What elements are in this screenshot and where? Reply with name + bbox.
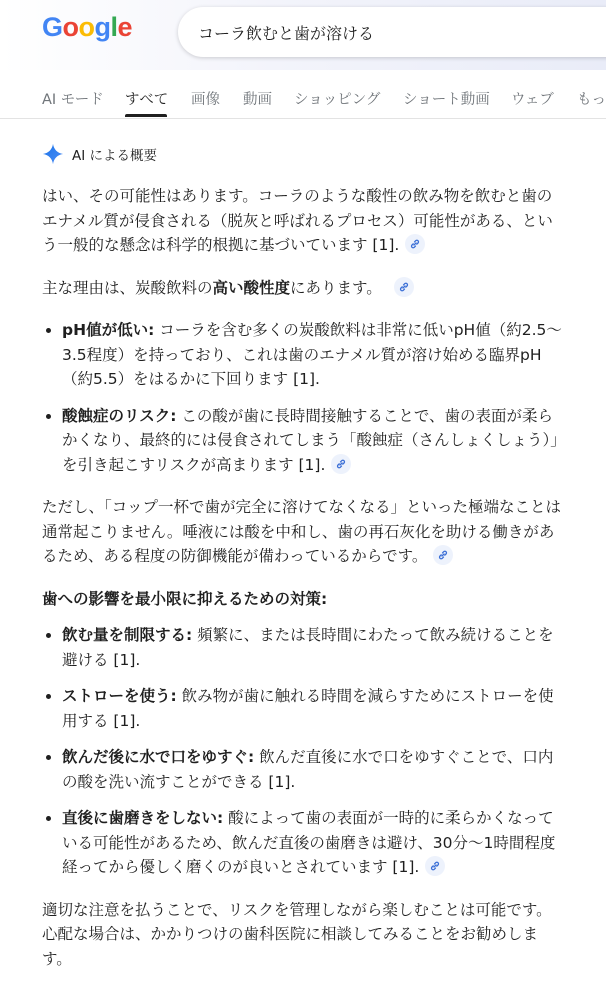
tab-ai-mode[interactable]: AI モード <box>42 92 104 108</box>
link-icon[interactable] <box>433 545 453 565</box>
active-tab-indicator <box>125 114 167 117</box>
header <box>0 0 606 70</box>
list-item: • pH値が低い: コーラを含む多くの炭酸飲料は非常に低いpH値（約2.5〜3.5程度）を持っており、これは歯のエナメル質が溶け始める臨界pH（約5.5）をはるかに下回ります [1]. <box>62 318 562 392</box>
tab-all[interactable]: すべて <box>125 92 169 108</box>
link-icon[interactable] <box>405 234 425 254</box>
link-icon[interactable] <box>425 856 445 876</box>
ai-sparkle-icon <box>42 143 64 165</box>
search-box[interactable] <box>178 7 606 57</box>
list-item: • 飲んだ後に水で口をゆすぐ: 飲んだ直後に水で口をゆすぐことで、口内の酸を洗い流すことができる [1]. <box>62 745 562 794</box>
reason-list <box>42 318 562 477</box>
tab-videos[interactable]: 動画 <box>243 92 272 108</box>
ai-overview-content <box>42 184 562 989</box>
paragraph-conclusion: 適切な注意を払うことで、リスクを管理しながら楽しむことは可能です。心配な場合は、かかりつけの歯科医院に相談してみることをお勧めします。 <box>42 900 552 968</box>
tab-web[interactable]: ウェブ <box>511 92 554 108</box>
tab-images[interactable]: 画像 <box>191 92 220 108</box>
section-title: 歯への影響を最小限に抑えるための対策: <box>42 589 328 608</box>
tab-more[interactable]: もっ <box>577 92 606 108</box>
paragraph-intro: はい、その可能性はあります。コーラのような酸性の飲み物を飲むと歯のエナメル質が侵食される（脱灰と呼ばれるプロセス）可能性がある、という一般的な懸念は科学的根拠に基づいています [1]. <box>42 187 553 254</box>
measures-list <box>42 623 562 880</box>
tab-shopping[interactable]: ショッピング <box>294 92 381 108</box>
paragraph-main-reason: 主な理由は、炭酸飲料の高い酸性度にあります。 <box>42 276 562 301</box>
paragraph-however: ただし、「コップ一杯で歯が完全に溶けてなくなる」といった極端なことは通常起こりません。唾液には酸を中和し、歯の再石灰化を助ける働きがあるため、ある程度の防御機能が備わっているからです。 <box>42 498 561 565</box>
link-icon[interactable] <box>394 277 414 297</box>
google-logo[interactable]: Google <box>42 12 133 42</box>
list-item: • ストローを使う: 飲み物が歯に触れる時間を減らすためにストローを使用する [1]. <box>62 684 562 733</box>
tab-short-videos[interactable]: ショート動画 <box>403 92 490 108</box>
list-item: • 飲む量を制限する: 頻繁に、または長時間にわたって飲み続けることを避ける [1]. <box>62 623 562 672</box>
search-tabs <box>0 70 606 119</box>
list-item: • 酸蝕症のリスク: この酸が歯に長時間接触することで、歯の表面が柔らかくなり、最終的には侵食されてしまう「酸蝕症（さんしょくしょう）」を引き起こすリスクが高まります [1]. <box>62 404 562 478</box>
search-query[interactable]: コーラ飲むと歯が溶ける <box>198 24 375 43</box>
ai-overview-header <box>42 143 157 165</box>
link-icon[interactable] <box>331 454 351 474</box>
list-item: • 直後に歯磨きをしない: 酸によって歯の表面が一時的に柔らかくなっている可能性があるため、飲んだ直後の歯磨きは避け、30分〜1時間程度経ってから優しく磨くのが良いとされています [1]. <box>62 806 562 880</box>
ai-overview-title: AI による概要 <box>72 148 158 164</box>
